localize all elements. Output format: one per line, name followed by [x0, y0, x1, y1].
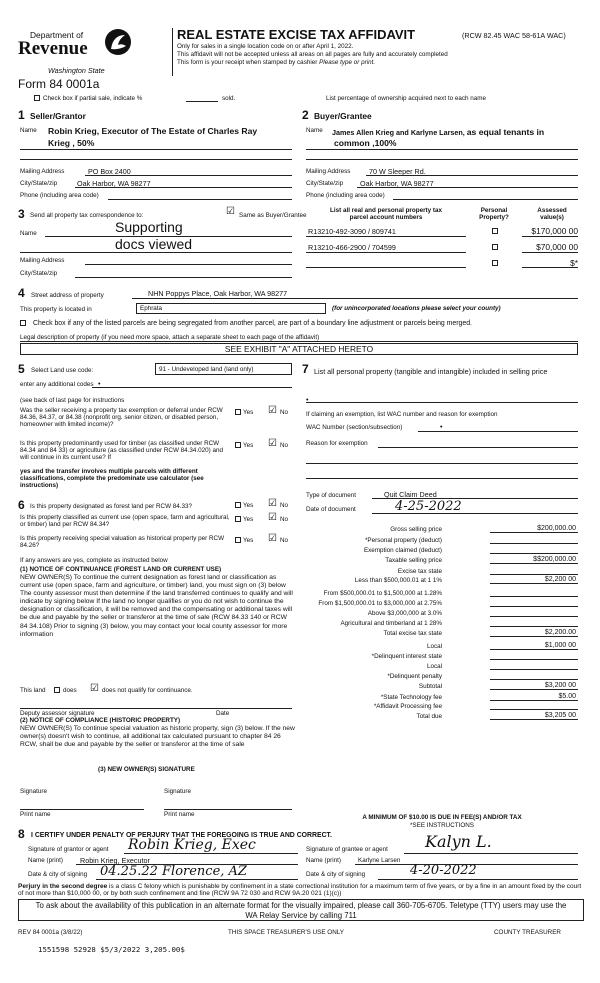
seller-name-label: Name: [20, 127, 37, 134]
buyer-name-2[interactable]: common ,100%: [334, 138, 397, 148]
partial-sale-sold: sold.: [222, 95, 236, 102]
form-sub2: This affidavit will not be accepted unless all areas on all pages are fully and accurately completed: [177, 51, 448, 58]
parcel-header-1b: parcel account numbers: [349, 214, 423, 221]
exemption-question: Was the seller receiving a property tax exemption or deferral under RCW 84.36, 84.37, or 84.38 (nonprofit org. senior citizen, or disabled person, homeowner with limited income)?: [20, 407, 223, 428]
personal-property-label: List all personal property (tangible and intangible) included in selling price: [314, 367, 548, 376]
see-back: (see back of last page for instructions: [20, 397, 125, 404]
tax-row-label: From $500,000.01 to $1,500,000 at 1.28%: [323, 590, 442, 597]
if-yes-note: If any answers are yes, complete as instructed below: [20, 557, 168, 564]
buyer-name-label: Name: [306, 127, 323, 134]
timber-no-checkbox[interactable]: ☑: [268, 438, 277, 449]
same-as-buyer-checkbox[interactable]: ☑: [226, 206, 235, 217]
section-number-3: 3: [18, 207, 25, 221]
tax-row-label: *Personal property (deduct): [364, 537, 442, 544]
deputy-date-label: Date: [216, 710, 230, 717]
perjury-text: Perjury in the second degree is a class C felony which is punishable by confinement in a state correctional institution for a maximum term of five years, or by a fine in an amount fixed by the court of not more than $10,000 00, or by both such confinement and fine (RCW 9A 72 030 and RCW 9A.20 021 (1)(c)): [18, 883, 582, 897]
partial-sale-checkbox[interactable]: [34, 95, 40, 101]
grantor-date-label: Date & city of signing: [28, 871, 88, 878]
dept-state: Washington State: [48, 66, 105, 75]
grantee-date-label: Date & city of signing: [306, 871, 366, 878]
buyer-mailing-label: Mailing Address: [306, 168, 351, 175]
minimum-note: A MINIMUM OF $10.00 IS DUE IN FEE(S) AND/OR TAX: [362, 814, 522, 821]
forest-no-checkbox[interactable]: ☑: [268, 498, 277, 509]
correspondence-label: Send all property tax correspondence to:: [30, 212, 144, 219]
doc-type-label: Type of document: [306, 492, 357, 499]
personal-property-checkbox[interactable]: [492, 228, 498, 234]
seller-name-2[interactable]: Krieg , 50%: [48, 138, 95, 148]
exemption-no-checkbox[interactable]: ☑: [268, 405, 277, 416]
no-label: No: [280, 537, 289, 544]
current-use-question: Is this property classified as current use (open space, farm and agricultural, or timber) land per RCW 84.34?: [20, 514, 230, 528]
doc-type[interactable]: Quit Claim Deed: [384, 490, 437, 499]
no-label: No: [280, 409, 289, 416]
tax-row-label: *Delinquent penalty: [387, 673, 442, 680]
reason-label: Reason for exemption: [306, 440, 368, 447]
tax-row-label: Agricultural and timberland at 1 28%: [340, 620, 442, 627]
current-use-no-checkbox[interactable]: ☑: [268, 512, 277, 523]
this-land-label: This land: [20, 687, 46, 694]
cashier-stamp: 1551598 52928 $5/3/2022 3,205.00$: [38, 945, 185, 954]
location-select[interactable]: Ephrata: [136, 303, 326, 314]
current-use-yes-checkbox[interactable]: [235, 516, 241, 522]
owner-signature-label: Signature: [20, 788, 47, 795]
doc-date[interactable]: 4-25-2022: [395, 499, 462, 514]
seller-mailing-label: Mailing Address: [20, 168, 65, 175]
timber-question: Is this property predominantly used for timber (as classified under RCW 84.34 and 84 33) or agriculture (as classified under RCW 84.34.020) and will continue in its current use? If: [20, 440, 224, 461]
segregated-checkbox[interactable]: [20, 320, 26, 326]
grantor-signature-label: Signature of grantor or agent: [28, 846, 109, 853]
tax-row-value[interactable]: $1,000 00: [544, 642, 576, 649]
tax-row-label: Local: [426, 643, 442, 650]
dor-logo-icon: [103, 27, 133, 57]
yes-label: Yes: [243, 502, 254, 509]
no-label: No: [280, 442, 289, 449]
seller-mailing[interactable]: PO Box 2400: [88, 167, 131, 176]
form-sub3: This form is your receipt when stamped by cashier Please type or print.: [177, 59, 376, 66]
doc-date-label: Date of document: [306, 506, 356, 513]
assessed-value[interactable]: $70,000 00: [536, 242, 578, 252]
tax-row-value[interactable]: $200,000.00: [537, 525, 576, 532]
located-note: (for unincorporated locations please select your county): [332, 305, 501, 312]
section-number-8: 8: [18, 827, 25, 841]
tax-row-label: Excise tax state: [397, 568, 442, 575]
tax-row-label: *State Technology fee: [380, 694, 442, 701]
seller-city-label: City/State/zip: [20, 180, 58, 187]
yes-label: Yes: [243, 409, 254, 416]
tax-row-label: Gross selling price: [390, 526, 442, 533]
segregated-label: Check box if any of the listed parcels are being segregated from another parcel, are part of a boundary line adjustment or parcels being merged.: [33, 320, 472, 327]
form-revision: REV 84 0001a (3/8/22): [18, 929, 83, 936]
corr-name-2[interactable]: docs viewed: [115, 236, 193, 252]
additional-codes-label: enter any additional codes: [20, 381, 94, 388]
tax-row-label: From $1,500,000.01 to $3,000,000 at 2.75%: [318, 600, 442, 607]
legal-description[interactable]: SEE EXHIBIT "A" ATTACHED HERETO: [20, 343, 578, 355]
form-number: Form 84 0001a: [18, 77, 100, 91]
tax-row-label: Taxable selling price: [385, 557, 442, 564]
continuance-text: NEW OWNER(S) To continue the current designation as forest land or classification as current use (open space, farm and agriculture, or timber) land, you must sign on (3) below The county assessor must then determine if the land transferred continues to qualify and will indicate by signing below If the land no longer qualifies or you do not wish to continue the designation or classification, it will be removed and the compensating or additional taxes will be due and payable by the seller or transferor at the time of sale (RCW 84.33 140 or RCW 84 34.108) Prior to signing (3) below, you may contact your local county assessor for more information: [20, 574, 293, 638]
dept-line1: Department of: [30, 30, 84, 40]
yes-label: Yes: [243, 537, 254, 544]
seller-heading: Seller/Grantor: [30, 111, 86, 121]
yes-label: Yes: [243, 516, 254, 523]
buyer-city[interactable]: Oak Harbor, WA 98277: [360, 179, 434, 188]
street-value[interactable]: NHN Poppys Place, Oak Harbor, WA 98277: [148, 289, 288, 298]
parcel-header-2: Personal: [480, 207, 508, 214]
section-number-2: 2: [302, 108, 309, 122]
historic-no-checkbox[interactable]: ☑: [268, 533, 277, 544]
no-label: No: [280, 502, 289, 509]
timber-yes-checkbox[interactable]: [235, 442, 241, 448]
see-instructions: *SEE INSTRUCTIONS: [409, 822, 475, 829]
grantee-signature[interactable]: Kalyn L.: [425, 832, 492, 851]
partial-sale-label: Check box if partial sale, indicate %: [43, 95, 143, 102]
grantee-signature-label: Signature of grantee or agent: [306, 846, 388, 853]
additional-codes[interactable]: •: [98, 379, 101, 388]
print-name-label: Print name: [20, 811, 51, 818]
tax-row-label: Total excise tax state: [383, 630, 442, 637]
tax-row-label: Local: [426, 663, 442, 670]
legal-label: Legal description of property (if you need more space, attach a separate sheet to each page of the affidavit): [20, 334, 320, 341]
compliance-text: NEW OWNER(S) To continue special valuation as historic property, sign (3) below. If the new owner(s) doesn't wish to continue, all additional tax calculated pursuant to chapter 84 26 RCW, shall be due and payable by the seller or transferor at the time of sale: [20, 725, 295, 749]
section-number-7: 7: [302, 362, 309, 376]
dept-revenue: Revenue: [18, 38, 88, 59]
tax-row-label: Subtotal: [418, 683, 442, 690]
personal-property-checkbox[interactable]: [492, 260, 498, 266]
timber-question-b: yes and the transfer involves multiple parcels with different classifications, complete the predominate use calculator (see instructions): [20, 468, 204, 489]
grantor-name-label: Name (print): [28, 857, 63, 864]
personal-property-checkbox[interactable]: [492, 244, 498, 250]
owner-signature-label: Signature: [164, 788, 191, 795]
forest-question: Is this property designated as forest land per RCW 84.33?: [30, 503, 193, 510]
land-use-label: Select Land use code:: [31, 367, 94, 374]
tax-row-label: Less than $500,000.01 at 1 1%: [354, 577, 442, 584]
form-sub1: Only for sales in a single location code on or after April 1, 2022.: [177, 43, 354, 50]
parcel-number[interactable]: R13210-466-2900 / 704599: [308, 243, 396, 252]
not-qualify-label: does not qualify for continuance.: [102, 687, 193, 694]
wac-label: WAC Number (section/subsection): [306, 424, 403, 431]
buyer-phone-label: Phone (including area code): [306, 192, 385, 199]
exemption-yes-checkbox[interactable]: [235, 409, 241, 415]
grantee-date-city[interactable]: 4-20-2022: [410, 863, 477, 878]
tax-row-value[interactable]: $$200,000.00: [533, 556, 576, 563]
tax-row-value[interactable]: $3,200 00: [544, 682, 576, 689]
parcel-number[interactable]: R13210-492-3090 / 809741: [308, 227, 396, 236]
tax-row-value[interactable]: $3,205 00: [544, 712, 576, 719]
assessed-value[interactable]: $170,000 00: [531, 226, 578, 236]
land-use-select[interactable]: 91 - Undeveloped land (land only): [155, 363, 292, 375]
buyer-city-label: City/State/zip: [306, 180, 344, 187]
corr-name-label: Name: [20, 230, 37, 237]
form-title-ref: (RCW 82.45 WAC 58-61A WAC): [462, 31, 566, 40]
grantor-name[interactable]: Robin Krieg, Executor: [80, 856, 150, 865]
alt-format-notice: To ask about the availability of this publication in an alternate format for the visually impaired, please call 360-705-6705. Teletype (TTY) users may use the WA Relay Service by calling 711: [18, 899, 584, 921]
buyer-name[interactable]: James Allen Krieg and Karlyne Larsen, as equal tenants in: [332, 127, 545, 137]
form-title: REAL ESTATE EXCISE TAX AFFIDAVIT: [177, 27, 416, 42]
yes-label: Yes: [243, 442, 254, 449]
tax-row-label: Total due: [416, 713, 442, 720]
corr-name[interactable]: Supporting: [115, 219, 183, 235]
buyer-mailing[interactable]: 70 W Sleeper Rd.: [369, 167, 426, 176]
buyer-heading: Buyer/Grantee: [314, 111, 372, 121]
no-label: No: [280, 516, 289, 523]
tax-row-label: *Affidavit Processing fee: [373, 703, 442, 710]
grantor-signature[interactable]: Robin Krieg, Exec: [128, 837, 256, 853]
print-name-label: Print name: [164, 811, 195, 818]
located-label: This property is located in: [20, 306, 92, 313]
seller-city[interactable]: Oak Harbor, WA 98277: [77, 179, 151, 188]
does-label: does: [63, 687, 77, 694]
same-as-buyer-label: Same as Buyer/Grantee: [239, 212, 307, 219]
tax-row-label: *Delinquent interest state: [371, 653, 442, 660]
historic-question: Is this property receiving special valuation as historical property per RCW 84.26?: [20, 535, 225, 549]
parcel-header-3: Assessed: [537, 207, 567, 214]
parcel-header-2b: Property?: [479, 214, 509, 221]
historic-yes-checkbox[interactable]: [235, 537, 241, 543]
section-number-5: 5: [18, 362, 25, 376]
claim-exemption-label: If claiming an exemption, list WAC number and reason for exemption: [306, 411, 498, 418]
seller-phone-label: Phone (including area code): [20, 192, 99, 199]
new-owner-signature-heading: (3) NEW OWNER(S) SIGNATURE: [98, 766, 195, 773]
grantor-date-city[interactable]: 04.25.22 Florence, AZ: [100, 864, 247, 879]
forest-yes-checkbox[interactable]: [235, 502, 241, 508]
personal-property-value[interactable]: •: [306, 395, 309, 404]
continuance-heading: (1) NOTICE OF CONTINUANCE (FOREST LAND OR CURRENT USE): [20, 566, 222, 573]
grantee-name[interactable]: Karlyne Larsen: [358, 857, 401, 864]
tax-row-value[interactable]: $2,200.00: [544, 629, 576, 636]
tax-row-label: Exemption claimed (deduct): [363, 547, 442, 554]
certify-text: I CERTIFY UNDER PENALTY OF PERJURY THAT THE FOREGOING IS TRUE AND CORRECT.: [31, 832, 332, 839]
assessed-value[interactable]: $*: [570, 258, 578, 268]
county-treasurer: COUNTY TREASURER: [494, 929, 561, 936]
section-number-4: 4: [18, 286, 25, 300]
land-does-checkbox[interactable]: [54, 687, 60, 693]
wac-value[interactable]: •: [440, 422, 443, 431]
grantee-name-label: Name (print): [306, 857, 341, 864]
corr-city-label: City/State/zip: [20, 270, 58, 277]
deputy-signature-label: Deputy assessor signature: [20, 710, 95, 717]
seller-name[interactable]: Robin Krieg, Executor of The Estate of Charles Ray: [48, 126, 258, 136]
street-label: Street address of property: [31, 292, 104, 299]
tax-row-label: Above $3,000,000 at 3.0%: [367, 610, 442, 617]
parcel-header-3b: value(s): [540, 214, 564, 221]
parcel-header-1: List all real and personal property tax: [330, 207, 442, 214]
compliance-heading: (2) NOTICE OF COMPLIANCE (HISTORIC PROPERTY): [20, 717, 181, 724]
section-number-6: 6: [18, 498, 25, 512]
section-number-1: 1: [18, 108, 25, 122]
corr-mailing-label: Mailing Address: [20, 257, 65, 264]
ownership-note: List percentage of ownership acquired next to each name: [326, 95, 486, 102]
tax-row-value[interactable]: $5.00: [558, 693, 576, 700]
treasurer-only: THIS SPACE TREASURER'S USE ONLY: [228, 929, 344, 936]
tax-row-value[interactable]: $2,200 00: [544, 576, 576, 583]
land-not-qualify-checkbox[interactable]: ☑: [90, 683, 99, 694]
